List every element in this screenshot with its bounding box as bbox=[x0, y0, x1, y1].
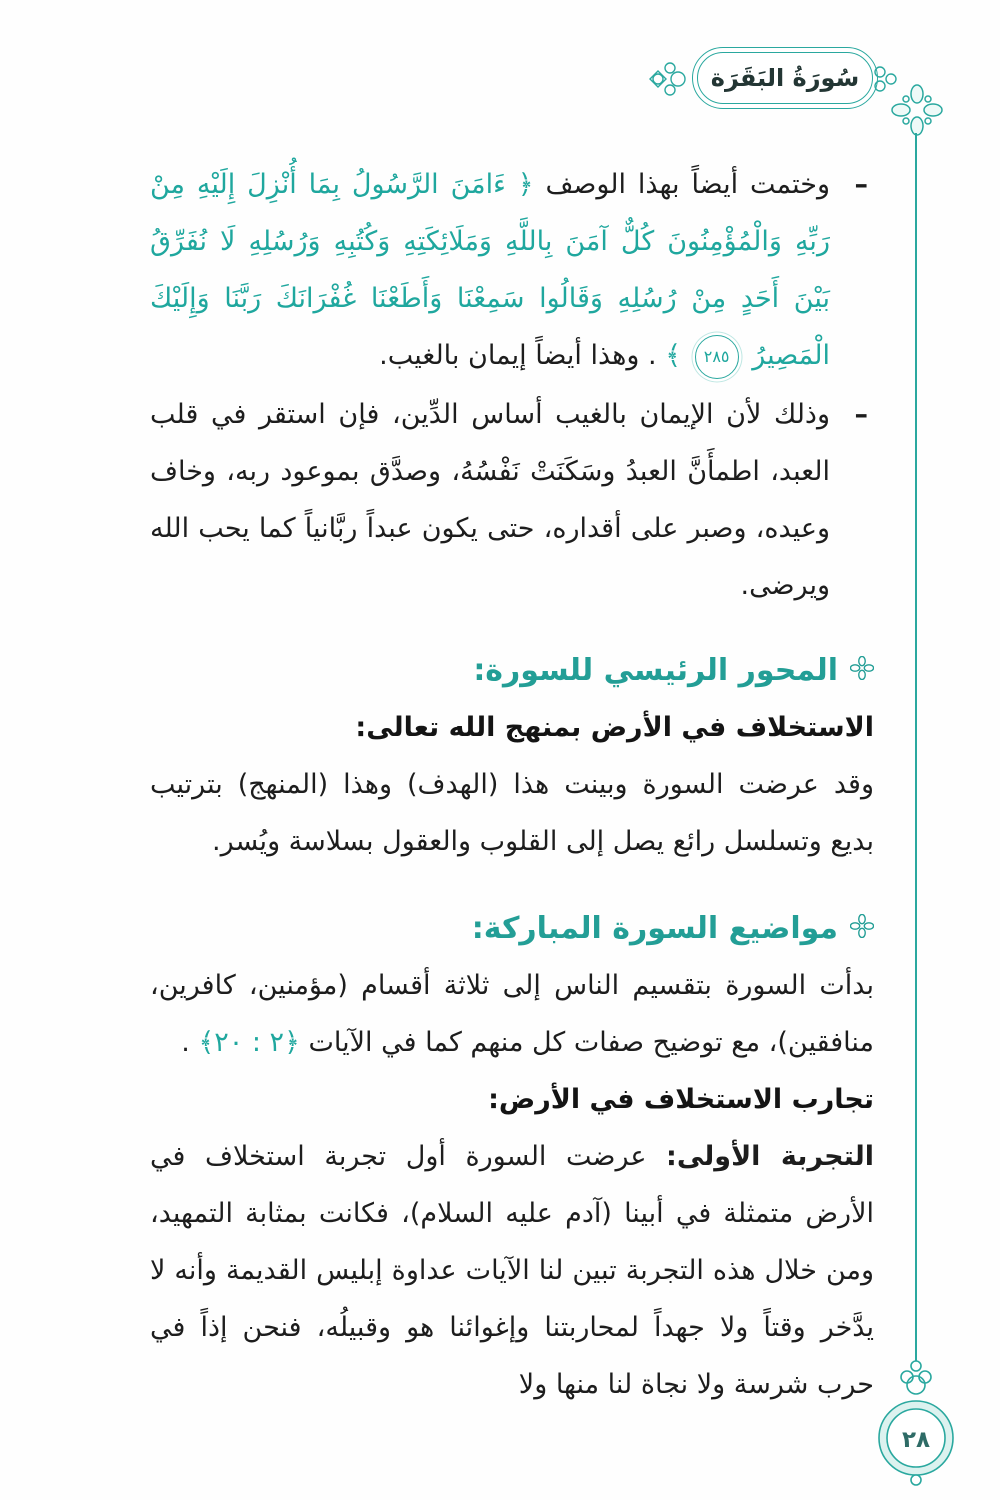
bullet-dash: – bbox=[854, 399, 868, 430]
flower-bullet-icon bbox=[850, 900, 874, 957]
paragraph-text: بدأت السورة بتقسيم الناس إلى ثلاثة أقسام (مؤمنين، كافرين، منافقين)، مع توضيح صفات كل منهم كما في الآيات bbox=[150, 970, 874, 1058]
paragraph-outro-text: . وهذا أيضاً إيمان بالغيب. bbox=[379, 340, 666, 371]
surah-title-cartouche bbox=[692, 47, 878, 109]
section-heading-label: مواضيع السورة المباركة: bbox=[471, 911, 838, 946]
surah-title: سُورَةُ البَقَرَة bbox=[710, 64, 860, 92]
page-number-medallion bbox=[868, 1352, 964, 1500]
subheading-istikhlaf: الاستخلاف في الأرض بمنهج الله تعالى: bbox=[355, 712, 874, 743]
bullet-dash: – bbox=[854, 169, 868, 200]
cartouche-inner-border bbox=[697, 52, 873, 104]
bullet-paragraph-conclusion bbox=[150, 156, 874, 384]
paragraph-first-experience bbox=[150, 1128, 874, 1413]
paragraph-intro-text: وختمت أيضاً بهذا الوصف bbox=[533, 169, 831, 200]
flower-bullet-icon bbox=[850, 642, 874, 699]
experience-text: عرضت السورة أول تجربة استخلاف في الأرض متمثلة في أبينا (آدم عليه السلام)، فكانت بمثابة التمهيد، ومن خلال هذه التجربة تبين لنا الآيات عداوة إبليس القديمة وأنه لا يدَّخر وقتاً ولا جهداً لمحاربتنا وإغوائنا هو وقبيلُه، فنحن إذاً في حرب شرسة ولا نجاة لنا منها ولا bbox=[150, 1141, 874, 1400]
quran-open-bracket: ﴿ bbox=[505, 169, 534, 200]
ayah-reference: ﴿٢ : ٢٠﴾ bbox=[198, 1027, 300, 1058]
paragraph-tail: . bbox=[181, 1027, 199, 1058]
cartouche-left-ornament-icon bbox=[648, 56, 696, 102]
section-heading-main-axis bbox=[150, 642, 874, 699]
page-border-line bbox=[915, 133, 917, 1361]
section-heading-topics bbox=[150, 900, 874, 957]
experience-label: التجربة الأولى: bbox=[666, 1141, 874, 1172]
paragraph-text: وذلك لأن الإيمان بالغيب أساس الدِّين، فإن استقر في قلب العبد، اطمأَنَّ العبدُ وسَكَنَتْ نَفْسُهُ، وصدَّق بموعود ربه، وخاف وعيده، وصبر على أقداره، حتى يكون عبداً ربَّانياً كما يحب الله ويرضى. bbox=[150, 399, 830, 601]
page-number: ٢٨ bbox=[901, 1427, 931, 1453]
paragraph-surah-presentation: وقد عرضت السورة وبينت هذا (الهدف) وهذا (المنهج) بترتيب بديع وتسلسل رائع يصل إلى القلوب والعقول بسلاسة ويُسر. bbox=[150, 769, 874, 857]
bullet-paragraph-faith bbox=[150, 386, 874, 614]
subheading-experiences: تجارب الاستخلاف في الأرض: bbox=[488, 1084, 874, 1115]
ayah-number-badge: ٢٨٥ bbox=[695, 335, 739, 379]
quran-close-bracket: ﴾ bbox=[665, 340, 690, 371]
paragraph-people-division bbox=[150, 957, 874, 1071]
quran-verse-text: ءَامَنَ الرَّسُولُ بِمَا أُنْزِلَ إِلَيْهِ مِنْ رَبِّهِ وَالْمُؤْمِنُونَ كُلٌّ آمَنَ بِاللَّهِ وَمَلَائِكَتِهِ وَكُتُبِهِ وَرُسُلِهِ لَا نُفَرِّقُ بَيْنَ أَحَدٍ مِنْ رُسُلِهِ وَقَالُوا سَمِعْنَا وَأَطَعْنَا غُفْرَانَكَ رَبَّنَا وَإِلَيْكَ الْمَصِيرُ bbox=[150, 169, 830, 371]
section-heading-label: المحور الرئيسي للسورة: bbox=[473, 653, 838, 688]
main-text-column bbox=[150, 156, 874, 1413]
corner-flower-icon bbox=[891, 84, 943, 136]
